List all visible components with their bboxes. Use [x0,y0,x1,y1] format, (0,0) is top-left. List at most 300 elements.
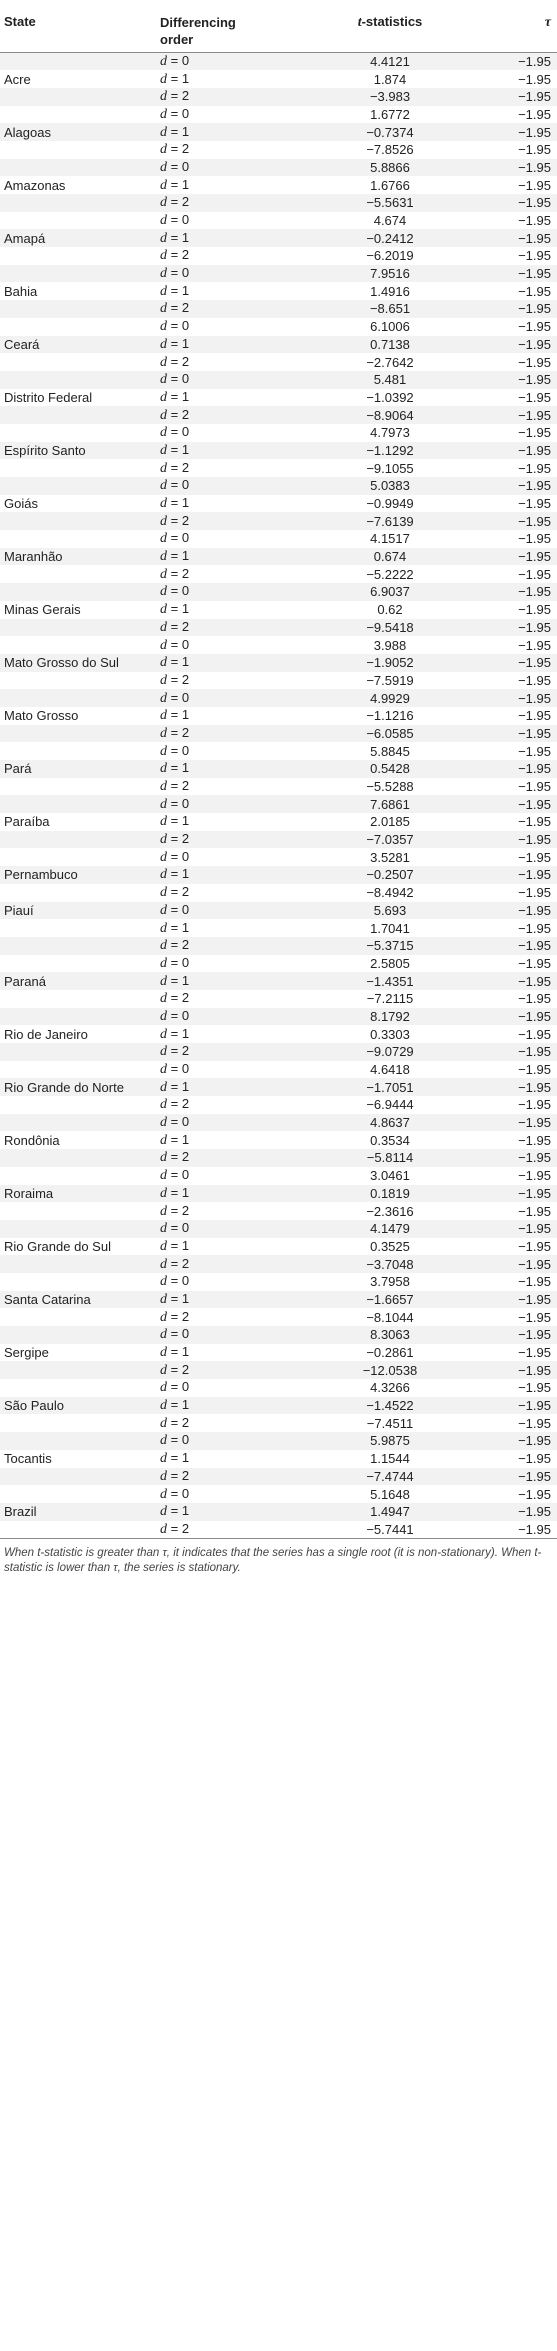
differencing-order-cell: d = 1 [160,1078,310,1096]
t-statistic-cell: 1.6772 [310,106,470,124]
t-statistic-cell: −9.5418 [310,619,470,637]
t-statistic-cell: 1.4916 [310,282,470,300]
t-statistic-cell: −7.4511 [310,1414,470,1432]
t-statistic-cell: −8.9064 [310,406,470,424]
state-cell [0,1432,160,1450]
tau-cell: −1.95 [470,176,557,194]
state-cell [0,530,160,548]
t-statistic-cell: 4.3266 [310,1379,470,1397]
tau-cell: −1.95 [470,265,557,283]
t-statistic-cell: −6.9444 [310,1096,470,1114]
tau-cell: −1.95 [470,548,557,566]
differencing-order-cell: d = 0 [160,689,310,707]
tau-cell: −1.95 [470,884,557,902]
differencing-order-cell: d = 2 [160,88,310,106]
state-cell [0,1043,160,1061]
state-cell: Pará [0,760,160,778]
state-cell [0,1220,160,1238]
table-row [0,601,557,619]
state-cell [0,1167,160,1185]
differencing-order-cell: d = 2 [160,884,310,902]
differencing-order-cell: d = 0 [160,1326,310,1344]
table-row [0,406,557,424]
t-statistic-cell: −12.0538 [310,1361,470,1379]
state-cell: Mato Grosso do Sul [0,654,160,672]
differencing-order-cell: d = 0 [160,530,310,548]
state-cell [0,919,160,937]
state-cell [0,1008,160,1026]
t-statistic-cell: 4.9929 [310,689,470,707]
table-row [0,1361,557,1379]
table-row [0,106,557,124]
tau-cell: −1.95 [470,1114,557,1132]
tau-cell: −1.95 [470,318,557,336]
state-cell [0,265,160,283]
tau-cell: −1.95 [470,1379,557,1397]
differencing-order-cell: d = 1 [160,601,310,619]
tau-cell: −1.95 [470,972,557,990]
table-row [0,123,557,141]
table-row [0,778,557,796]
tau-cell: −1.95 [470,689,557,707]
table-row [0,1078,557,1096]
differencing-order-cell: d = 2 [160,565,310,583]
t-statistic-cell: 0.7138 [310,336,470,354]
state-cell [0,1255,160,1273]
differencing-order-cell: d = 2 [160,1521,310,1539]
differencing-order-cell: d = 2 [160,300,310,318]
table-row [0,318,557,336]
differencing-order-cell: d = 0 [160,371,310,389]
differencing-order-cell: d = 0 [160,1167,310,1185]
t-statistic-cell: −0.2861 [310,1344,470,1362]
t-statistic-cell: 2.5805 [310,955,470,973]
state-cell: Paraíba [0,813,160,831]
table-row [0,477,557,495]
tau-cell: −1.95 [470,1397,557,1415]
state-cell [0,459,160,477]
t-statistic-cell: −7.6139 [310,512,470,530]
table-row [0,636,557,654]
table-row [0,1238,557,1256]
differencing-order-cell: d = 2 [160,672,310,690]
t-statistic-cell: 4.674 [310,212,470,230]
t-statistic-cell: 5.693 [310,902,470,920]
t-statistic-cell: −5.7441 [310,1521,470,1539]
differencing-order-cell: d = 1 [160,1344,310,1362]
differencing-order-cell: d = 2 [160,990,310,1008]
differencing-order-cell: d = 2 [160,1255,310,1273]
differencing-order-cell: d = 2 [160,1468,310,1486]
differencing-order-cell: d = 2 [160,247,310,265]
table-row [0,247,557,265]
differencing-order-cell: d = 2 [160,1308,310,1326]
table-row [0,1149,557,1167]
tau-cell: −1.95 [470,1468,557,1486]
tau-cell: −1.95 [470,477,557,495]
t-statistic-cell: −2.3616 [310,1202,470,1220]
differencing-order-cell: d = 0 [160,159,310,177]
t-statistic-cell: 3.5281 [310,848,470,866]
state-cell [0,1308,160,1326]
differencing-order-cell: d = 1 [160,1185,310,1203]
state-cell: Ceará [0,336,160,354]
state-cell [0,300,160,318]
differencing-order-cell: d = 1 [160,282,310,300]
differencing-order-cell: d = 0 [160,1273,310,1291]
state-cell [0,565,160,583]
table-row [0,1008,557,1026]
tau-cell: −1.95 [470,512,557,530]
differencing-order-cell: d = 1 [160,1131,310,1149]
state-cell: Maranhão [0,548,160,566]
table-row [0,1397,557,1415]
state-cell: Distrito Federal [0,389,160,407]
t-statistic-cell: −1.1292 [310,442,470,460]
differencing-order-cell: d = 2 [160,406,310,424]
state-cell: Roraima [0,1185,160,1203]
state-cell [0,406,160,424]
table-row [0,1220,557,1238]
t-statistic-cell: 4.6418 [310,1061,470,1079]
t-statistic-cell: 7.9516 [310,265,470,283]
t-statistic-cell: 0.1819 [310,1185,470,1203]
differencing-order-cell: d = 0 [160,1061,310,1079]
differencing-order-cell: d = 1 [160,389,310,407]
differencing-order-cell: d = 1 [160,1450,310,1468]
differencing-order-cell: d = 1 [160,654,310,672]
t-statistic-cell: −7.5919 [310,672,470,690]
tau-cell: −1.95 [470,406,557,424]
table-row [0,866,557,884]
state-cell [0,1468,160,1486]
state-cell: Espírito Santo [0,442,160,460]
t-statistic-cell: −1.4351 [310,972,470,990]
state-cell [0,884,160,902]
state-cell [0,778,160,796]
state-cell: Rio Grande do Norte [0,1078,160,1096]
tau-cell: −1.95 [470,760,557,778]
table-row [0,70,557,88]
state-cell: Minas Gerais [0,601,160,619]
table-row [0,1167,557,1185]
differencing-order-cell: d = 0 [160,1008,310,1026]
table-row [0,141,557,159]
table-row [0,300,557,318]
table-row [0,742,557,760]
header-t-rest: -statistics [361,14,423,29]
tau-cell: −1.95 [470,725,557,743]
table-row [0,1379,557,1397]
table-row [0,1202,557,1220]
table-row [0,972,557,990]
tau-cell: −1.95 [470,1238,557,1256]
table-row [0,336,557,354]
table-row [0,1326,557,1344]
t-statistic-cell: −7.8526 [310,141,470,159]
tau-cell: −1.95 [470,1149,557,1167]
t-statistic-cell: 4.4121 [310,52,470,70]
t-statistic-cell: 8.3063 [310,1326,470,1344]
t-statistic-cell: −7.4744 [310,1468,470,1486]
table-row [0,1114,557,1132]
tau-cell: −1.95 [470,1521,557,1539]
t-statistic-cell: 5.8866 [310,159,470,177]
state-cell [0,106,160,124]
tau-cell: −1.95 [470,442,557,460]
differencing-order-cell: d = 0 [160,795,310,813]
table-row [0,1468,557,1486]
table-row [0,159,557,177]
tau-cell: −1.95 [470,1344,557,1362]
differencing-order-cell: d = 1 [160,70,310,88]
table-row [0,1503,557,1521]
state-cell [0,689,160,707]
tau-cell: −1.95 [470,159,557,177]
tau-cell: −1.95 [470,300,557,318]
table-row [0,937,557,955]
state-cell [0,1202,160,1220]
table-row [0,1255,557,1273]
tau-cell: −1.95 [470,88,557,106]
state-cell [0,353,160,371]
table-row [0,1432,557,1450]
differencing-order-cell: d = 1 [160,813,310,831]
t-statistic-cell: −5.8114 [310,1149,470,1167]
table-header [0,0,557,52]
t-statistic-cell: −1.1216 [310,707,470,725]
table-row [0,1521,557,1539]
tau-cell: −1.95 [470,795,557,813]
tau-cell: −1.95 [470,742,557,760]
t-statistic-cell: −7.0357 [310,831,470,849]
table-row [0,229,557,247]
tau-cell: −1.95 [470,848,557,866]
tau-cell: −1.95 [470,919,557,937]
tau-cell: −1.95 [470,141,557,159]
t-statistic-cell: −9.0729 [310,1043,470,1061]
t-statistic-cell: −3.983 [310,88,470,106]
tau-cell: −1.95 [470,1078,557,1096]
state-cell [0,937,160,955]
tau-cell: −1.95 [470,955,557,973]
differencing-order-cell: d = 1 [160,919,310,937]
tau-cell: −1.95 [470,424,557,442]
table-row [0,1096,557,1114]
differencing-order-cell: d = 1 [160,176,310,194]
table-row [0,990,557,1008]
tau-cell: −1.95 [470,1096,557,1114]
t-statistic-cell: −1.6657 [310,1291,470,1309]
header-t-statistics [310,0,470,52]
t-statistic-cell: −5.5631 [310,194,470,212]
t-statistic-cell: 0.62 [310,601,470,619]
t-statistic-cell: 0.3525 [310,1238,470,1256]
t-statistic-cell: 7.6861 [310,795,470,813]
tau-cell: −1.95 [470,1485,557,1503]
differencing-order-cell: d = 0 [160,902,310,920]
differencing-order-cell: d = 0 [160,318,310,336]
differencing-order-cell: d = 0 [160,848,310,866]
table-row [0,1414,557,1432]
state-cell [0,1485,160,1503]
tau-cell: −1.95 [470,229,557,247]
tau-cell: −1.95 [470,1043,557,1061]
t-statistic-cell: 1.874 [310,70,470,88]
t-statistic-cell: 6.9037 [310,583,470,601]
t-statistic-cell: −0.9949 [310,495,470,513]
table-row [0,442,557,460]
t-statistic-cell: 0.674 [310,548,470,566]
tau-cell: −1.95 [470,813,557,831]
table-row [0,955,557,973]
header-order-line1: Differencing [160,15,236,30]
t-statistic-cell: 4.8637 [310,1114,470,1132]
tau-cell: −1.95 [470,1255,557,1273]
table-row [0,1185,557,1203]
differencing-order-cell: d = 1 [160,442,310,460]
table-row [0,919,557,937]
state-cell [0,831,160,849]
t-statistic-cell: −8.1044 [310,1308,470,1326]
table-row [0,1291,557,1309]
state-cell [0,318,160,336]
table-row [0,512,557,530]
tau-cell: −1.95 [470,636,557,654]
differencing-order-cell: d = 1 [160,336,310,354]
tau-cell: −1.95 [470,530,557,548]
state-cell [0,1096,160,1114]
state-cell [0,477,160,495]
table-row [0,654,557,672]
t-statistic-cell: −1.7051 [310,1078,470,1096]
state-cell [0,1414,160,1432]
differencing-order-cell: d = 0 [160,477,310,495]
tau-cell: −1.95 [470,619,557,637]
differencing-order-cell: d = 0 [160,52,310,70]
t-statistic-cell: −0.7374 [310,123,470,141]
tau-cell: −1.95 [470,1185,557,1203]
table-row [0,1043,557,1061]
table-row [0,265,557,283]
state-cell [0,1114,160,1132]
header-t-symbol: t [357,15,362,30]
tau-cell: −1.95 [470,1202,557,1220]
tau-cell: −1.95 [470,565,557,583]
tau-cell: −1.95 [470,459,557,477]
differencing-order-cell: d = 1 [160,1238,310,1256]
tau-cell: −1.95 [470,654,557,672]
t-statistic-cell: −2.7642 [310,353,470,371]
differencing-order-cell: d = 0 [160,1379,310,1397]
table-body [0,52,557,1538]
state-cell: Rio Grande do Sul [0,1238,160,1256]
t-statistic-cell: 5.8845 [310,742,470,760]
t-statistic-cell: −6.2019 [310,247,470,265]
state-cell: Alagoas [0,123,160,141]
t-statistic-cell: 5.9875 [310,1432,470,1450]
tau-cell: −1.95 [470,1025,557,1043]
state-cell [0,512,160,530]
header-row [0,0,557,52]
t-statistic-cell: 0.3534 [310,1131,470,1149]
tau-cell: −1.95 [470,707,557,725]
t-statistic-cell: −0.2412 [310,229,470,247]
t-statistic-cell: 3.7958 [310,1273,470,1291]
differencing-order-cell: d = 0 [160,1432,310,1450]
state-cell [0,1521,160,1539]
t-statistic-cell: 6.1006 [310,318,470,336]
table-row [0,672,557,690]
differencing-order-cell: d = 2 [160,1361,310,1379]
state-cell: São Paulo [0,1397,160,1415]
table-row [0,1450,557,1468]
t-statistic-cell: −1.4522 [310,1397,470,1415]
differencing-order-cell: d = 2 [160,1043,310,1061]
state-cell [0,159,160,177]
table-row [0,176,557,194]
tau-cell: −1.95 [470,106,557,124]
tau-cell: −1.95 [470,52,557,70]
state-cell [0,955,160,973]
state-cell [0,848,160,866]
header-tau [470,0,557,52]
differencing-order-cell: d = 2 [160,1414,310,1432]
table-row [0,795,557,813]
table-row [0,424,557,442]
tau-cell: −1.95 [470,282,557,300]
header-order-line2: order [160,32,194,47]
differencing-order-cell: d = 2 [160,1149,310,1167]
tau-cell: −1.95 [470,1220,557,1238]
differencing-order-cell: d = 1 [160,760,310,778]
state-cell [0,1326,160,1344]
state-cell [0,583,160,601]
t-statistic-cell: 8.1792 [310,1008,470,1026]
tau-cell: −1.95 [470,1361,557,1379]
table-row [0,282,557,300]
table-row [0,619,557,637]
differencing-order-cell: d = 2 [160,619,310,637]
table-row [0,389,557,407]
t-statistic-cell: 5.481 [310,371,470,389]
t-statistic-cell: −5.3715 [310,937,470,955]
state-cell [0,212,160,230]
differencing-order-cell: d = 1 [160,123,310,141]
table-row [0,689,557,707]
state-cell [0,672,160,690]
table-row [0,831,557,849]
t-statistic-cell: −9.1055 [310,459,470,477]
differencing-order-cell: d = 2 [160,1096,310,1114]
state-cell: Rondônia [0,1131,160,1149]
differencing-order-cell: d = 2 [160,459,310,477]
table-row [0,1025,557,1043]
table-row [0,194,557,212]
t-statistic-cell: 4.1517 [310,530,470,548]
state-cell: Paraná [0,972,160,990]
table-row [0,212,557,230]
t-statistic-cell: −8.4942 [310,884,470,902]
table-row [0,565,557,583]
differencing-order-cell: d = 1 [160,229,310,247]
table-row [0,707,557,725]
table-row [0,52,557,70]
tau-cell: −1.95 [470,1273,557,1291]
tau-cell: −1.95 [470,601,557,619]
tau-cell: −1.95 [470,1008,557,1026]
differencing-order-cell: d = 0 [160,212,310,230]
